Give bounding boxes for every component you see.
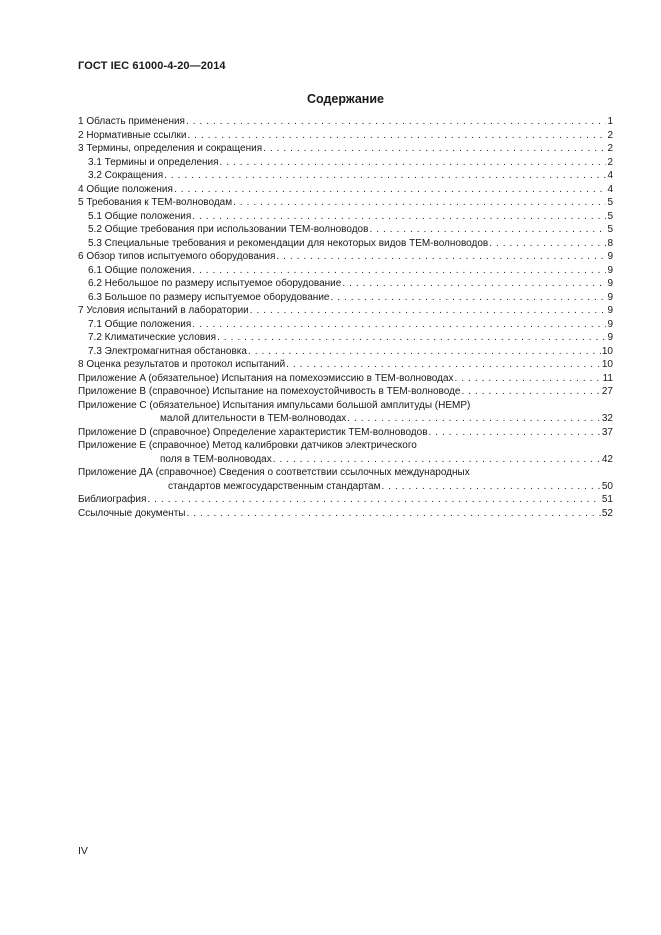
toc-entry-7-2[interactable]: 7.2 Климатические условия . . . 9	[78, 331, 613, 345]
toc-entry-6-2[interactable]: 6.2 Небольшое по размеру испытуемое оборудование . . . 9	[78, 277, 613, 291]
toc-entry-6-3[interactable]: 6.3 Большое по размеру испытуемое оборудование . . . 9	[78, 291, 613, 305]
toc-entry-6[interactable]: 6 Обзор типов испытуемого оборудования . . . 9	[78, 250, 613, 264]
toc-entry-annex-da[interactable]: Приложение ДА (справочное) Сведения о соответствии ссылочных международных стандартов межгосударственным стандартам . . . 50	[78, 466, 613, 493]
table-of-contents	[78, 115, 613, 520]
toc-entry-1[interactable]: 1 Область применения . . . 1	[78, 115, 613, 129]
toc-entry-6-1[interactable]: 6.1 Общие положения . . . 9	[78, 264, 613, 278]
toc-entry-annex-d[interactable]: Приложение D (справочное) Определение характеристик ТЕМ-волноводов . . . 37	[78, 426, 613, 440]
toc-entry-referenced-documents[interactable]: Ссылочные документы . . . 52	[78, 507, 613, 521]
toc-entry-annex-c[interactable]: Приложение C (обязательное) Испытания импульсами большой амплитуды (HEMP) малой длительности в ТЕМ-волноводах . . . 32	[78, 399, 613, 426]
toc-entry-7-3[interactable]: 7.3 Электромагнитная обстановка . . . 10	[78, 345, 613, 359]
toc-entry-5-2[interactable]: 5.2 Общие требования при использовании ТЕМ-волноводов . . . 5	[78, 223, 613, 237]
toc-entry-annex-e[interactable]: Приложение E (справочное) Метод калибровки датчиков электрического поля в ТЕМ-волноводах . . . 42	[78, 439, 613, 466]
toc-entry-3[interactable]: 3 Термины, определения и сокращения . . . 2	[78, 142, 613, 156]
toc-entry-4[interactable]: 4 Общие положения . . . 4	[78, 183, 613, 197]
toc-entry-3-2[interactable]: 3.2 Сокращения . . . 4	[78, 169, 613, 183]
toc-entry-annex-a[interactable]: Приложение A (обязательное) Испытания на помехоэмиссию в ТЕМ-волноводах . . . 11	[78, 372, 613, 386]
page-number: IV	[78, 845, 88, 857]
toc-entry-5-3[interactable]: 5.3 Специальные требования и рекомендации для некоторых видов ТЕМ-волноводов . . . 8	[78, 237, 613, 251]
toc-entry-7-1[interactable]: 7.1 Общие положения . . . 9	[78, 318, 613, 332]
toc-entry-8[interactable]: 8 Оценка результатов и протокол испытаний . . . 10	[78, 358, 613, 372]
page-title: Содержание	[306, 92, 384, 106]
toc-entry-5-1[interactable]: 5.1 Общие положения . . . 5	[78, 210, 613, 224]
toc-entry-bibliography[interactable]: Библиография . . . 51	[78, 493, 613, 507]
toc-entry-7[interactable]: 7 Условия испытаний в лаборатории . . . 9	[78, 304, 613, 318]
toc-entry-2[interactable]: 2 Нормативные ссылки . . . 2	[78, 129, 613, 143]
toc-entry-5[interactable]: 5 Требования к ТЕМ-волноводам . . . 5	[78, 196, 613, 210]
toc-entry-annex-b[interactable]: Приложение B (справочное) Испытание на помехоустойчивость в ТЕМ-волноводе . . . 27	[78, 385, 613, 399]
document-header: ГОСТ IEC 61000-4-20—2014	[78, 60, 226, 72]
toc-entry-3-1[interactable]: 3.1 Термины и определения . . . 2	[78, 156, 613, 170]
